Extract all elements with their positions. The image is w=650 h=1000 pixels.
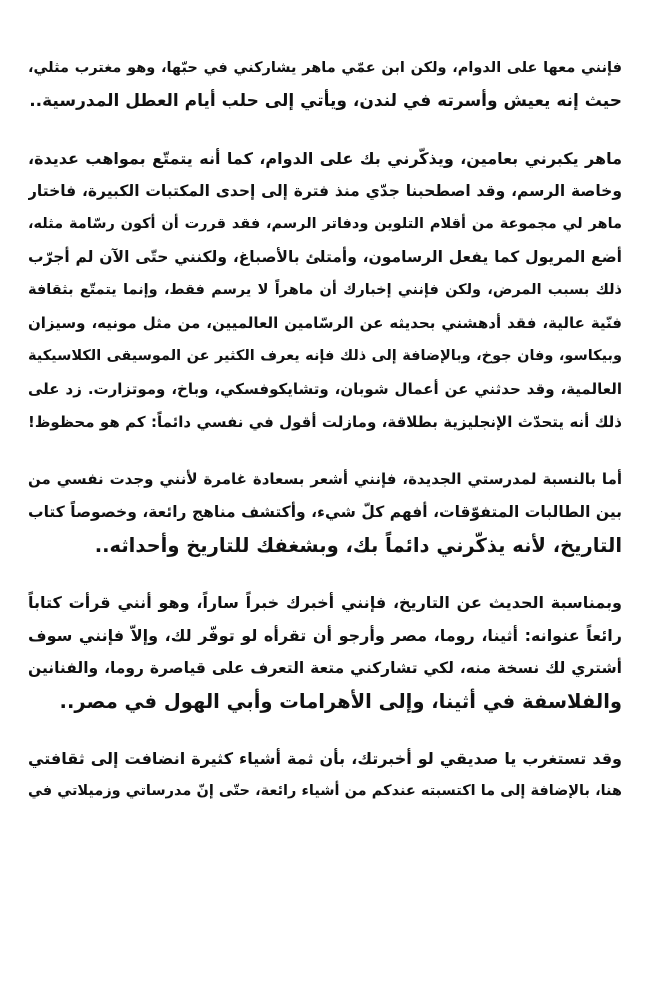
text-line: ذلك أنه يتحدّث الإنجليزية بطلاقة، ومازلت أقول في نفسي دائماً: كم هو محظوظ! xyxy=(28,413,622,431)
text-line: أشتري لك نسخة منه، لكي تشاركني متعة التعرف على قياصرة روما، والفنانين xyxy=(28,659,622,677)
text-line: فإنني معها على الدوام، ولكن ابن عمّي ماهر يشاركني في حبّها، وهو مغترب مثلي، xyxy=(28,60,622,76)
text-line: ذلك بسبب المرض، ولكن فإنني إخبارك أن ماهراً لا يرسم فقط، وإنما يتمتّع بثقافة xyxy=(28,282,622,298)
paragraph-gap xyxy=(28,718,622,742)
text-line: أضع المريول كما يفعل الرسامون، وأمتلئ بالأصباغ، ولكنني حتّى الآن لم أجرّب xyxy=(28,248,622,266)
text-line: هنا، بالإضافة إلى ما اكتسبته عندكم من أشياء رائعة، حتّى إنّ مدرساتي وزميلاتي في xyxy=(28,783,622,799)
text-line: رائعاً عنوانه: أثينا، روما، مصر وأرجو أن تقرأه لو توفّر لك، وإلاّ فإنني سوف xyxy=(28,626,622,645)
paragraph-gap xyxy=(28,439,622,463)
text-line: وخاصة الرسم، وقد اصطحبنا جدّي منذ فترة إلى إحدى المكتبات الكبيرة، فاختار xyxy=(28,182,622,200)
paragraph-4 xyxy=(28,586,622,718)
paragraph-gap xyxy=(28,562,622,586)
text-line: بين الطالبات المتفوّقات، أفهم كلّ شيء، وأكتشف مناهج رائعة، وخصوصاً كتاب xyxy=(28,503,622,521)
text-line: وقد تستغرب يا صديقي لو أخبرتك، بأن ثمة أشياء كثيرة انضافت إلى ثقافتي xyxy=(28,749,622,768)
paragraph-3 xyxy=(28,463,622,562)
text-line: العالمية، وقد حدثني عن أعمال شوبان، وتشايكوفسكي، وباخ، وموتزارت. زد على xyxy=(28,380,622,398)
paragraph-gap xyxy=(28,118,622,142)
text-line: ماهر يكبرني بعامين، ويذكّرني بك على الدوام، كما أنه يتمتّع بمواهب عديدة، xyxy=(28,149,622,168)
text-line: والفلاسفة في أثينا، وإلى الأهرامات وأبي الهول في مصر.. xyxy=(59,690,622,713)
text-line: أما بالنسبة لمدرستي الجديدة، فإنني أشعر بسعادة غامرة لأنني وجدت نفسي من xyxy=(28,470,622,488)
text-line: ماهر لي مجموعة من أقلام التلوين ودفاتر الرسم، فقد قررت أن أكون رسّامة مثله، xyxy=(28,216,622,232)
text-line: وبمناسبة الحديث عن التاريخ، فإنني أخبرك خبراً ساراً، وهو أنني قرأت كتاباً xyxy=(28,593,622,612)
text-line: حيث إنه يعيش وأسرته في لندن، ويأتي إلى حلب أيام العطل المدرسية.. xyxy=(29,91,622,111)
paragraph-1 xyxy=(28,52,622,118)
text-line: وبيكاسو، وفان جوخ، وبالإضافة إلى ذلك فإنه يعرف الكثير عن الموسيقى الكلاسيكية xyxy=(28,348,622,364)
letter-page xyxy=(28,52,622,982)
text-line: التاريخ، لأنه يذكّرني دائماً بك، وبشغفك للتاريخ وأحداثه.. xyxy=(94,534,622,557)
text-line: فنّية عالية، فقد أدهشني بحديثه عن الرسّامين العالميين، من مثل مونيه، وسيزان xyxy=(28,314,622,332)
paragraph-5 xyxy=(28,742,622,808)
paragraph-2 xyxy=(28,142,622,439)
